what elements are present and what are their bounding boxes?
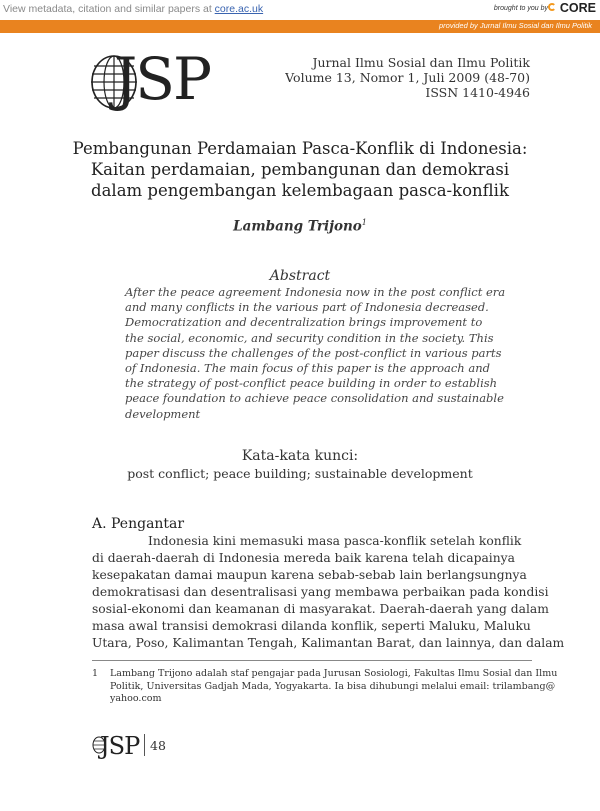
page-number: 48 — [150, 738, 166, 753]
abstract-line: and many conflicts in the various part of Indonesia decreased. — [125, 300, 489, 315]
core-top-bar — [0, 0, 600, 20]
footer-logo-text: JSP — [100, 732, 140, 760]
article-title — [60, 138, 540, 201]
footnote — [92, 668, 558, 706]
body-line: Utara, Poso, Kalimantan Tengah, Kalimantan Barat, dan lainnya, dan dalam — [92, 636, 565, 650]
core-logo-label: CORE — [559, 1, 596, 15]
abstract-line: the strategy of post-conflict peace building in order to establish — [125, 376, 498, 391]
keywords-heading: Kata-kata kunci: — [241, 448, 359, 464]
footnote-line: Lambang Trijono adalah staf pengajar pada Jurusan Sosiologi, Fakultas Ilmu Sosial dan Ilmu — [110, 668, 558, 679]
journal-volume: Volume 13, Nomor 1, Juli 2009 (48-70) — [285, 70, 530, 85]
section-heading: A. Pengantar — [92, 516, 185, 532]
author — [0, 218, 600, 235]
abstract-line: Democratization and decentralization brings improvement to — [125, 315, 483, 330]
abstract-line: the social, economic, and security condition in the society. This — [125, 330, 494, 345]
author-footnote-mark: 1 — [361, 218, 367, 227]
journal-info — [285, 55, 530, 100]
abstract-heading: Abstract — [269, 268, 331, 284]
journal-logo-text: JSP — [114, 45, 211, 113]
provider-bar — [0, 20, 600, 33]
journal-issn: ISSN 1410-4946 — [425, 85, 530, 100]
title-line: Pembangunan Perdamaian Pasca-Konflik di Indonesia: — [72, 139, 528, 158]
footnote-divider — [92, 660, 532, 661]
footer-logo — [92, 732, 139, 760]
title-line: Kaitan perdamaian, pembangunan dan demokrasi — [90, 160, 510, 179]
abstract-line: paper discuss the challenges of the post-conflict in various parts — [125, 345, 502, 360]
brought-to-you-text: brought to you by — [493, 5, 548, 12]
abstract-line: After the peace agreement Indonesia now in the post conflict era — [125, 285, 506, 299]
journal-name: Jurnal Ilmu Sosial dan Ilmu Politik — [312, 55, 530, 70]
keywords-text: post conflict; peace building; sustainable development — [127, 466, 473, 481]
body-line: demokratisasi dan desentralisasi yang membawa perbaikan pada kondisi — [92, 585, 549, 599]
footnote-number: 1 — [92, 668, 99, 679]
abstract-line: peace foundation to achieve peace consolidation and sustainable — [125, 391, 504, 406]
abstract-line: development — [125, 406, 201, 421]
body-line: masa awal transisi demokrasi dilanda konflik, seperti Maluku, Maluku — [92, 619, 531, 633]
body-line: di daerah-daerah di Indonesia mereda baik karena telah dicapainya — [92, 551, 515, 565]
core-logo-icon — [548, 3, 558, 13]
provided-by-text: provided by Jurnal Ilmu Sosial dan Ilmu Politik — [439, 21, 592, 30]
abstract-line: of Indonesia. The main focus of this paper is the approach and — [125, 361, 490, 376]
footer-separator — [144, 734, 145, 756]
footnote-line: Politik, Universitas Gadjah Mada, Yogyakarta. Ia bisa dihubungi melalui email: trilambang@ — [110, 680, 556, 692]
title-line: dalam pengembangan kelembagaan pasca-konflik — [91, 181, 509, 200]
metadata-text: View metadata, citation and similar papers at — [3, 3, 215, 15]
journal-logo — [90, 45, 230, 120]
body-line: sosial-ekonomi dan keamanan di masyarakat. Daerah-daerah yang dalam — [92, 602, 549, 616]
footnote-line: yahoo.com — [110, 693, 162, 704]
body-line: Indonesia kini memasuki masa pasca-konflik setelah konflik — [148, 534, 522, 548]
abstract-body — [125, 285, 505, 422]
core-logo[interactable] — [548, 1, 596, 15]
metadata-notice — [3, 3, 263, 15]
body-line: kesepakatan damai maupun karena sebab-sebab lain berlangsungnya — [92, 568, 527, 582]
author-name: Lambang Trijono — [233, 218, 362, 235]
section-body — [92, 533, 565, 652]
core-link[interactable]: core.ac.uk — [214, 3, 264, 15]
